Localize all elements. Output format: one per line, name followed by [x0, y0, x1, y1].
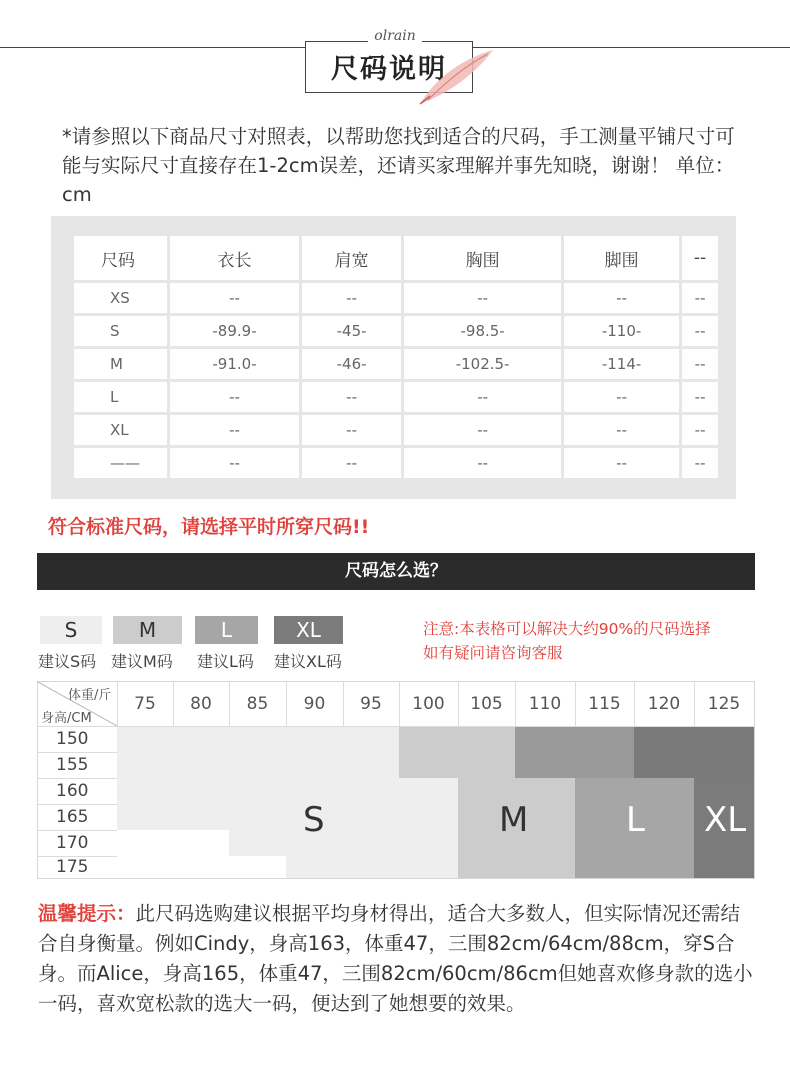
legend-swatch-s: S [40, 616, 102, 644]
table-row [74, 283, 718, 313]
notice-text: 符合标准尺码，请选择平时所穿尺码!! [48, 516, 370, 538]
grid-divider [229, 682, 230, 726]
table-cell: -98.5- [404, 316, 561, 346]
table-cell: M [74, 349, 167, 379]
table-cell: -- [404, 448, 561, 478]
zone-s [399, 778, 458, 878]
grid-divider [38, 830, 117, 831]
weight-tick: 120 [647, 694, 681, 714]
weight-tick: 110 [528, 694, 562, 714]
zone-l [515, 726, 634, 778]
column-header: 脚围 [564, 236, 679, 280]
size-table-header [74, 236, 718, 280]
zone-s [286, 856, 399, 878]
legend-swatch-xl: XL [274, 616, 343, 644]
weight-tick: 90 [303, 694, 326, 714]
table-cell: -- [170, 415, 299, 445]
table-cell: -- [682, 448, 718, 478]
grid-divider [117, 682, 118, 726]
side-note [423, 617, 711, 665]
zone-s [117, 726, 399, 830]
table-row [74, 349, 718, 379]
brand-logo: olrain [0, 28, 790, 44]
table-cell: -102.5- [404, 349, 561, 379]
zone-label-l: L [626, 800, 645, 840]
weight-tick: 95 [360, 694, 382, 714]
zone-label-m: M [499, 800, 529, 840]
table-cell: -- [564, 415, 679, 445]
grid-divider [634, 682, 635, 726]
grid-divider [694, 682, 695, 726]
height-tick: 165 [56, 807, 89, 827]
grid-divider [38, 752, 117, 753]
zone-xl [634, 726, 754, 778]
table-cell: -- [302, 382, 401, 412]
grid-divider [38, 778, 117, 779]
table-cell: L [74, 382, 167, 412]
zone-blank [229, 856, 286, 878]
table-cell: S [74, 316, 167, 346]
zone-m [399, 726, 515, 778]
height-tick: 170 [56, 833, 89, 853]
table-cell: -- [682, 382, 718, 412]
grid-divider [286, 682, 287, 726]
size-recommendation-chart [37, 681, 755, 879]
table-cell: -- [564, 283, 679, 313]
zone-label-xl: XL [704, 800, 747, 840]
column-header: 肩宽 [302, 236, 401, 280]
column-header: 衣长 [170, 236, 299, 280]
weight-tick: 80 [190, 694, 212, 714]
tip-text [38, 899, 758, 1019]
table-cell: -110- [564, 316, 679, 346]
column-header: 尺码 [74, 236, 167, 280]
weight-tick: 75 [134, 694, 156, 714]
zone-blank [117, 830, 229, 878]
table-row [74, 316, 718, 346]
table-cell: -- [170, 382, 299, 412]
side-note-line: 注意:本表格可以解决大约90%的尺码选择 [423, 620, 711, 638]
table-row [74, 448, 718, 478]
grid-divider [38, 856, 117, 857]
zone-label-s: S [303, 800, 325, 840]
height-tick: 175 [56, 857, 89, 877]
height-tick: 160 [56, 781, 89, 801]
weight-axis-label: 体重/斤 [68, 688, 112, 703]
table-cell: -91.0- [170, 349, 299, 379]
intro-text: *请参照以下商品尺寸对照表，以帮助您找到适合的尺码，手工测量平铺尺寸可能与实际尺寸直接存在1-2cm误差，还请买家理解并事先知晓，谢谢！ 单位：cm [62, 125, 735, 206]
weight-tick: 125 [707, 694, 741, 714]
table-cell: -- [682, 316, 718, 346]
grid-divider [343, 682, 344, 726]
grid-divider [399, 682, 400, 726]
header-rule-right [473, 47, 790, 48]
height-axis-label: 身高/CM [41, 711, 92, 726]
table-cell: XS [74, 283, 167, 313]
height-tick: 155 [56, 755, 89, 775]
grid-divider [515, 682, 516, 726]
table-cell: -- [302, 415, 401, 445]
legend-label-xl: 建议XL码 [274, 652, 342, 671]
table-cell: -89.9- [170, 316, 299, 346]
column-header: 胸围 [404, 236, 561, 280]
grid-divider [173, 682, 174, 726]
size-table [71, 233, 721, 481]
table-cell: —— [74, 448, 167, 478]
table-cell: -- [682, 415, 718, 445]
table-row [74, 415, 718, 445]
section-title-bar: 尺码怎么选？ [37, 553, 755, 590]
legend-swatch-l: L [195, 616, 258, 644]
table-cell: -- [564, 448, 679, 478]
weight-tick: 115 [588, 694, 621, 714]
weight-tick: 85 [246, 694, 269, 714]
table-cell: -- [302, 283, 401, 313]
table-cell: -- [170, 448, 299, 478]
table-cell: -- [404, 415, 561, 445]
legend-label-m: 建议M码 [111, 652, 173, 671]
table-cell: -45- [302, 316, 401, 346]
weight-tick: 105 [470, 694, 503, 714]
legend-label-s: 建议S码 [38, 652, 97, 671]
table-cell: XL [74, 415, 167, 445]
table-cell: -- [564, 382, 679, 412]
height-tick: 150 [56, 729, 89, 749]
table-cell: -- [404, 382, 561, 412]
table-cell: -- [404, 283, 561, 313]
table-cell: -114- [564, 349, 679, 379]
legend-swatch-m: M [113, 616, 182, 644]
grid-divider [575, 682, 576, 726]
legend-label-l: 建议L码 [197, 652, 254, 671]
side-note-line: 如有疑问请咨询客服 [423, 644, 563, 662]
grid-divider [38, 726, 754, 727]
header-rule-left [0, 47, 305, 48]
column-header: -- [682, 236, 718, 280]
page-title: 尺码说明 [331, 54, 447, 85]
table-cell: -- [682, 349, 718, 379]
tip-label: 温馨提示： [38, 902, 136, 925]
feather-icon [408, 42, 498, 112]
grid-divider [38, 804, 117, 805]
table-cell: -- [302, 448, 401, 478]
grid-divider [458, 682, 459, 726]
table-cell: -- [170, 283, 299, 313]
tip-body: 此尺码选购建议根据平均身材得出，适合大多数人，但实际情况还需结合自身衡量。例如Cindy，身高163，体重47，三围82cm/64cm/88cm，穿S合身。而Alice，身高165，体重47，三围82cm/60cm/86cm但她喜欢修身款的选小一码，喜欢宽松款的选大一码，便达到了她想要的效果。 [38, 902, 753, 1015]
table-row [74, 382, 718, 412]
weight-tick: 100 [412, 694, 445, 714]
table-cell: -46- [302, 349, 401, 379]
table-cell: -- [682, 283, 718, 313]
